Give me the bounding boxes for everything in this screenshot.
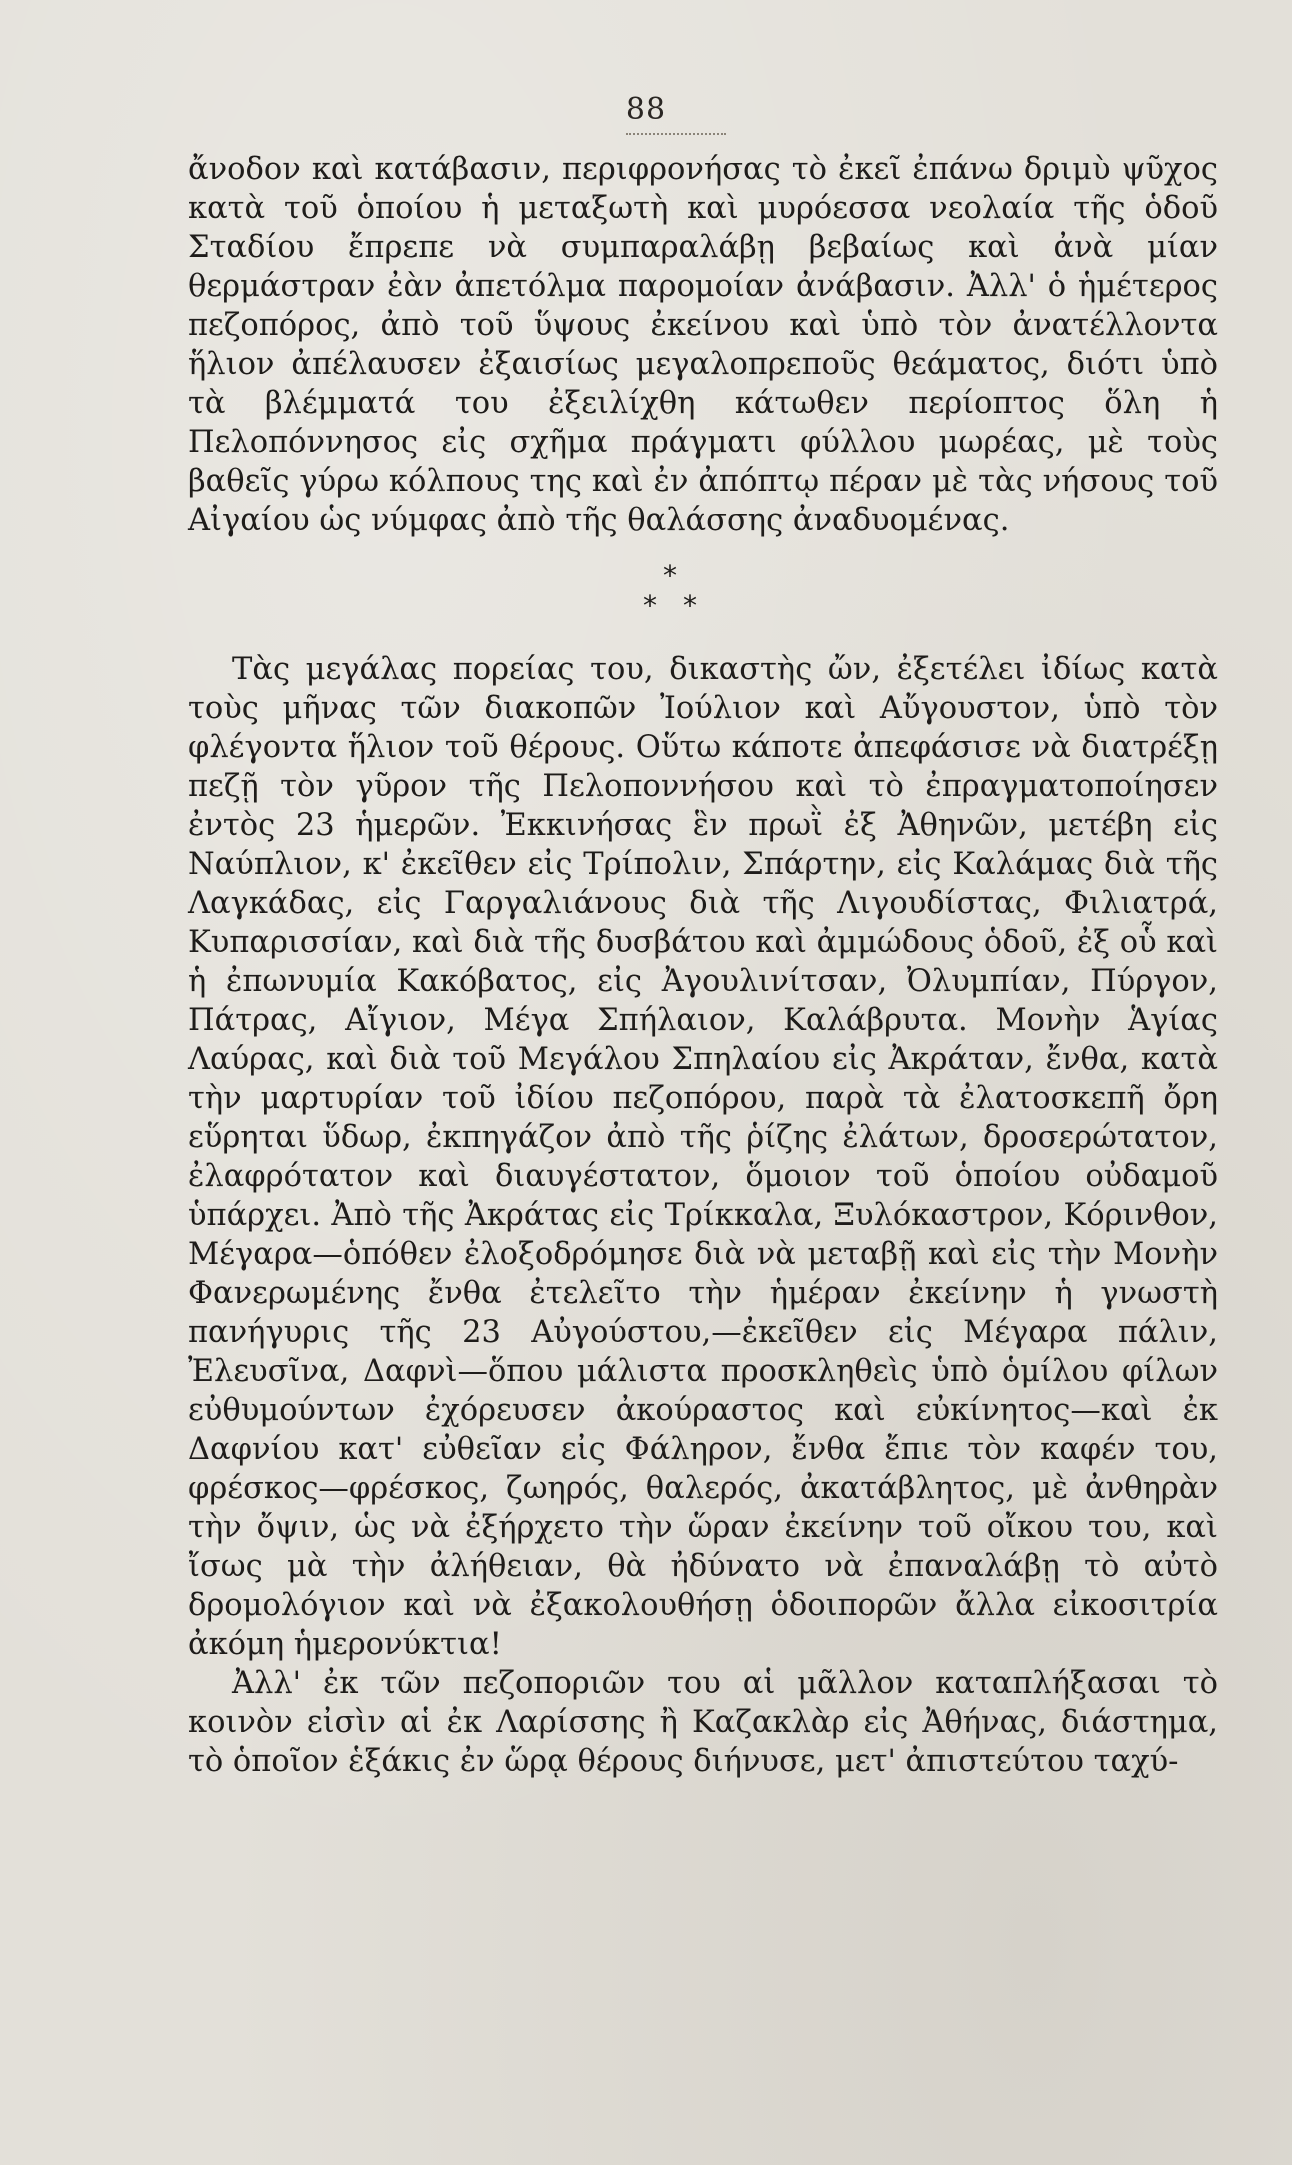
asterism-star-right: *: [683, 589, 697, 622]
page-number: 88: [625, 92, 667, 127]
asterism-star-left: *: [643, 589, 657, 622]
body-text: [188, 150, 1218, 1781]
page-number-rule: [626, 133, 726, 135]
asterism-star-top: *: [663, 559, 677, 592]
paragraph-1: ἄνοδον καὶ κατάβασιν, περιφρονήσας τὸ ἐκεῖ ἐπάνω δριμὺ ψῦχος κατὰ τοῦ ὁποίου ἡ μεταξωτὴ καὶ μυρόεσσα νεολαία τῆς ὁδοῦ Σταδίου ἔπρεπε νὰ συμπαραλάβῃ βεβαίως καὶ ἀνὰ μίαν θερμάστραν ἐὰν ἀπετόλμα παρομοίαν ἀνάβασιν. Ἀλλ' ὁ ἡμέτερος πεζοπόρος, ἀπὸ τοῦ ὕψους ἐκείνου καὶ ὑπὸ τὸν ἀνατέλλοντα ἥλιον ἀπέλαυσεν ἐξαισίως μεγαλοπρεποῦς θεάματος, διότι ὑπὸ τὰ βλέμματά του ἐξειλίχθη κάτωθεν περίοπτος ὅλη ἡ Πελοπόννησος εἰς σχῆμα πράγματι φύλλου μωρέας, μὲ τοὺς βαθεῖς γύρω κόλπους της καὶ ἐν ἀπόπτῳ πέραν μὲ τὰς νήσους τοῦ Αἰγαίου ὡς νύμφας ἀπὸ τῆς θαλάσσης ἀναδυομένας.: [188, 152, 1218, 538]
paragraph-2: Τὰς μεγάλας πορείας του, δικαστὴς ὤν, ἐξετέλει ἰδίως κατὰ τοὺς μῆνας τῶν διακοπῶν Ἰούλιον καὶ Αὔγουστον, ὑπὸ τὸν φλέγοντα ἥλιον τοῦ θέρους. Οὕτω κάποτε ἀπεφάσισε νὰ διατρέξῃ πεζῇ τὸν γῦρον τῆς Πελοποννήσου καὶ τὸ ἐπραγματοποίησεν ἐντὸς 23 ἡμερῶν. Ἐκκινήσας ἓν πρωῒ ἐξ Ἀθηνῶν, μετέβη εἰς Ναύπλιον, κ' ἐκεῖθεν εἰς Τρίπολιν, Σπάρτην, εἰς Καλάμας διὰ τῆς Λαγκάδας, εἰς Γαργαλιάνους διὰ τῆς Λιγουδίστας, Φιλιατρά, Κυπαρισσίαν, καὶ διὰ τῆς δυσβάτου καὶ ἀμμώδους ὁδοῦ, ἐξ οὗ καὶ ἡ ἐπωνυμία Κακόβατος, εἰς Ἀγουλινίτσαν, Ὀλυμπίαν, Πύργον, Πάτρας, Αἴγιον, Μέγα Σπήλαιον, Καλάβρυτα. Μονὴν Ἁγίας Λαύρας, καὶ διὰ τοῦ Μεγάλου Σπηλαίου εἰς Ἀκράταν, ἔνθα, κατὰ τὴν μαρτυρίαν τοῦ ἰδίου πεζοπόρου, παρὰ τὰ ἐλατοσκεπῆ ὄρη εὕρηται ὕδωρ, ἐκπηγάζον ἀπὸ τῆς ῥίζης ἐλάτων, δροσερώτατον, ἐλαφρότατον καὶ διαυγέστατον, ὅμοιον τοῦ ὁποίου οὐδαμοῦ ὑπάρχει. Ἀπὸ τῆς Ἀκράτας εἰς Τρίκκαλα, Ξυλόκαστρον, Κόρινθον, Μέγαρα—ὁπόθεν ἐλοξοδρόμησε διὰ νὰ μεταβῇ καὶ εἰς τὴν Μονὴν Φανερωμένης ἔνθα ἐτελεῖτο τὴν ἡμέραν ἐκείνην ἡ γνωστὴ πανήγυρις τῆς 23 Αὐγούστου,—ἐκεῖθεν εἰς Μέγαρα πάλιν, Ἐλευσῖνα, Δαφνὶ—ὅπου μάλιστα προσκληθεὶς ὑπὸ ὁμίλου φίλων εὐθυμούντων ἐχόρευσεν ἀκούραστος καὶ εὐκίνητος—καὶ ἐκ Δαφνίου κατ' εὐθεῖαν εἰς Φάληρον, ἔνθα ἔπιε τὸν καφέν του, φρέσκος—φρέσκος, ζωηρός, θαλερός, ἀκατάβλητος, μὲ ἀνθηρὰν τὴν ὄψιν, ὡς νὰ ἐξήρχετο τὴν ὥραν ἐκείνην τοῦ οἴκου του, καὶ ἴσως μὰ τὴν ἀλήθειαν, θὰ ἠδύνατο νὰ ἐπαναλάβῃ τὸ αὐτὸ δρομολόγιον καὶ νὰ ἐξακολουθήσῃ ὁδοιπορῶν ἄλλα εἰκοσιτρία ἀκόμη ἡμερονύκτια!: [188, 652, 1218, 1662]
asterism-divider: [188, 554, 1218, 636]
paragraph-3: Ἀλλ' ἐκ τῶν πεζοποριῶν του αἱ μᾶλλον καταπλήξασαι τὸ κοινὸν εἰσὶν αἱ ἐκ Λαρίσσης ἢ Καζακλὰρ εἰς Ἀθήνας, διάστημα, τὸ ὁποῖον ἑξάκις ἐν ὥρᾳ θέρους διήνυσε, μετ' ἀπιστεύτου ταχύ-: [188, 1666, 1218, 1779]
